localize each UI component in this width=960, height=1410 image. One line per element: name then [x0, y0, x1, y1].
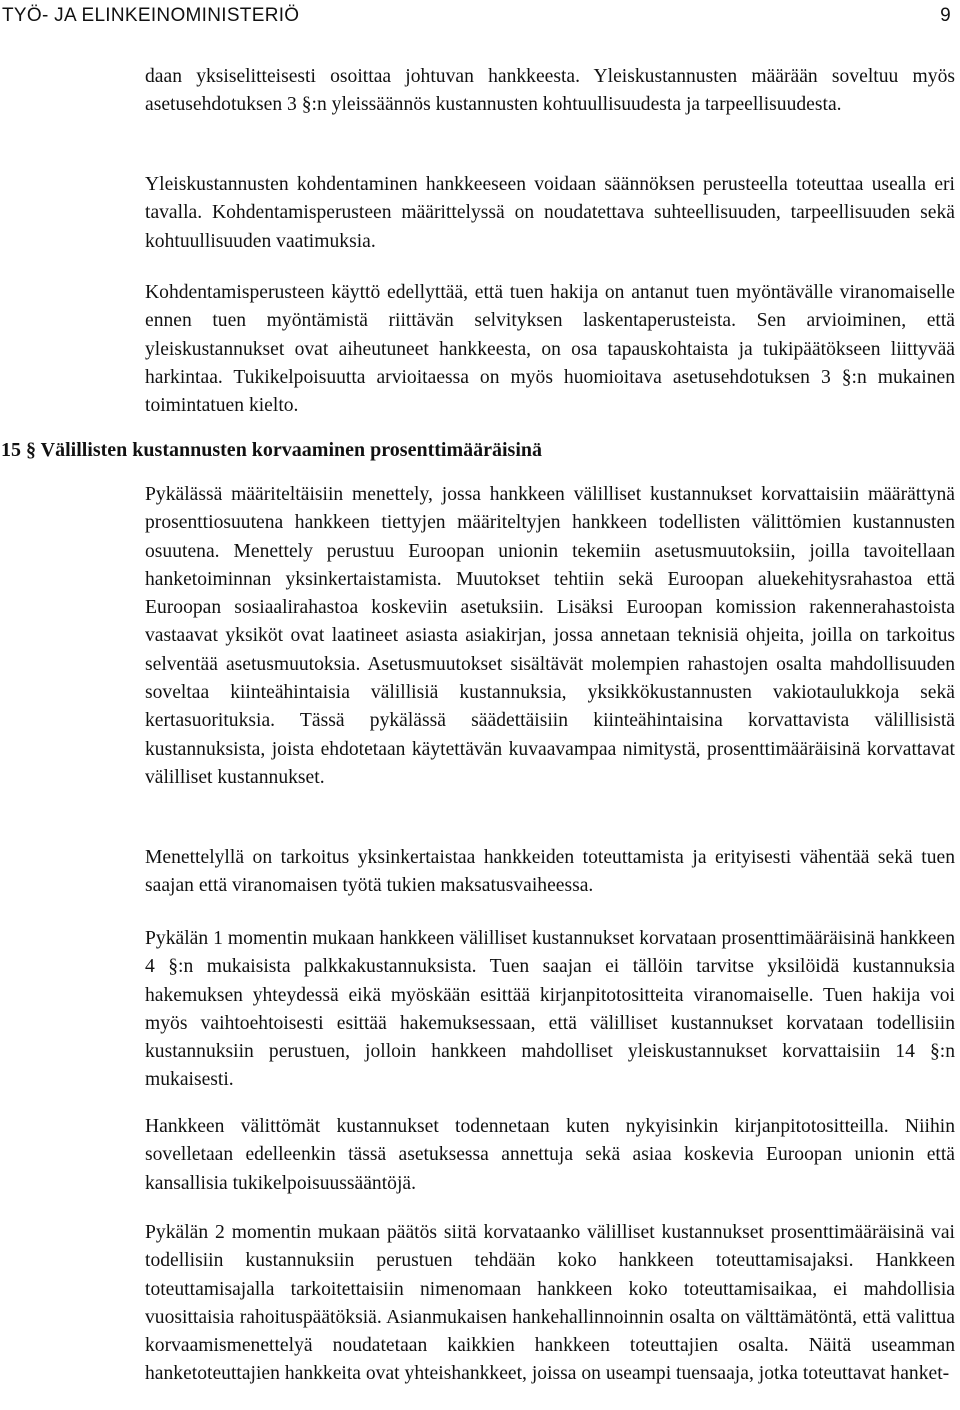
paragraph-8: Pykälän 2 momentin mukaan päätös siitä korvataanko välilliset kustannukset prosenttimääräisinä vai todellisiin kustannuksiin perustuen tehdään koko hankkeen toteuttamisajaksi. Hankkeen toteuttamisajalla tarkoitettaisiin nimenomaan hankkeen koko toteuttamisaikaa, ei mahdollisia vuosittaisia rahoituspäätöksiä. Asianmukaisen hankehallinnoinnin osalta on välttämätöntä, että valittua korvaamismenettelyä noudatetaan kaikkien hankkeen toteuttajien osalta. Näitä useamman hanketoteuttajien hankkeita ovat yhteishankkeet, joissa on useampi tuensaaja, jotka toteuttavat hanket-	[145, 1222, 955, 1385]
ministry-name: TYÖ- JA ELINKEINOMINISTERIÖ	[2, 5, 300, 26]
paragraph-2: Yleiskustannusten kohdentaminen hankkeeseen voidaan säännöksen perusteella toteuttaa usealla eri tavalla. Kohdentamisperusteen määrittelyssä on noudatettava suhteellisuuden, tarpeellisuuden sekä kohtuullisuuden vaatimuksia.	[145, 174, 955, 252]
section-heading: 15 § Välillisten kustannusten korvaaminen prosenttimääräisinä	[1, 439, 543, 461]
paragraph-7: Hankkeen välittömät kustannukset todennetaan kuten nykyisinkin kirjanpitotositteilla. Niihin sovelletaan edelleenkin tässä asetuksessa annettuja sekä asiaa koskevia Euroopan unionin että kansallisia tukikelpoisuussääntöjä.	[145, 1116, 955, 1194]
paragraph-5: Menettelyllä on tarkoitus yksinkertaistaa hankkeiden toteuttamista ja erityisesti vähentää sekä tuen saajan että viranomaisen työtä tukien maksatusvaiheessa.	[145, 847, 955, 897]
page-header	[0, 0, 960, 40]
page-number: 9	[940, 5, 951, 26]
paragraph-6: Pykälän 1 momentin mukaan hankkeen välilliset kustannukset korvataan prosenttimääräisinä hankkeen 4 §:n mukaisista palkkakustannuksista. Tuen saajan ei tällöin tarvitse yksilöidä kustannuksia hakemuksen yhteydessä eikä myöskään esittää kirjanpitotositteita viranomaiselle. Tuen hakija voi myös vaihtoehtoisesti esittää hakemuksessaan, että välilliset kustannukset korvataan todellisiin kustannuksiin perustuen, jolloin hankkeen mahdolliset yleiskustannukset korvattaisiin 14 §:n mukaisesti.	[145, 928, 955, 1091]
paragraph-4: Pykälässä määriteltäisiin menettely, jossa hankkeen välilliset kustannukset korvattaisiin määrättynä prosenttiosuutena hankkeen tiettyjen määriteltyjen hankkeen todellisten välittömien kustannusten osuutena. Menettely perustuu Euroopan unionin tekemiin asetusmuutoksiin, joilla tavoitellaan hanketoiminnan yksinkertaistamista. Muutokset tehtiin sekä Euroopan aluekehitysrahastoa että Euroopan sosiaalirahastoa koskeviin asetuksiin. Lisäksi Euroopan komission rakennerahastoista vastaavat yksiköt ovat laatineet asiasta asiakirjan, jossa annetaan teknisiä ohjeita, joilla on tarkoitus selventää asetusmuutoksia. Asetusmuutokset sisältävät molempien rahastojen osalta mahdollisuuden soveltaa kiinteähintaisia välillisiä kustannuksia, yksikkökustannusten vakiotaulukkoja sekä kertasuorituksia. Tässä pykälässä säädettäisiin kiinteähintaisina korvattavista välillisistä kustannuksista, joista ehdotetaan käytettävän kuvaavampaa nimitystä, prosenttimääräisinä korvattavat välilliset kustannukset.	[145, 484, 955, 788]
paragraph-1: daan yksiselitteisesti osoittaa johtuvan hankkeesta. Yleiskustannusten määrään soveltuu myös asetusehdotuksen 3 §:n yleissäännös kustannusten kohtuullisuudesta ja tarpeellisuudesta.	[145, 66, 955, 116]
paragraph-3: Kohdentamisperusteen käyttö edellyttää, että tuen hakija on antanut tuen myöntävälle viranomaiselle ennen tuen myöntämistä riittävän selvityksen laskentaperusteista. Sen arvioiminen, että yleiskustannukset ovat aiheutuneet hankkeesta, on osa tapauskohtaista ja tukipäätökseen liittyvää harkintaa. Tukikelpoisuutta arvioitaessa on myös huomioitava asetusehdotuksen 3 §:n mukainen toimintatuen kielto.	[145, 282, 955, 417]
